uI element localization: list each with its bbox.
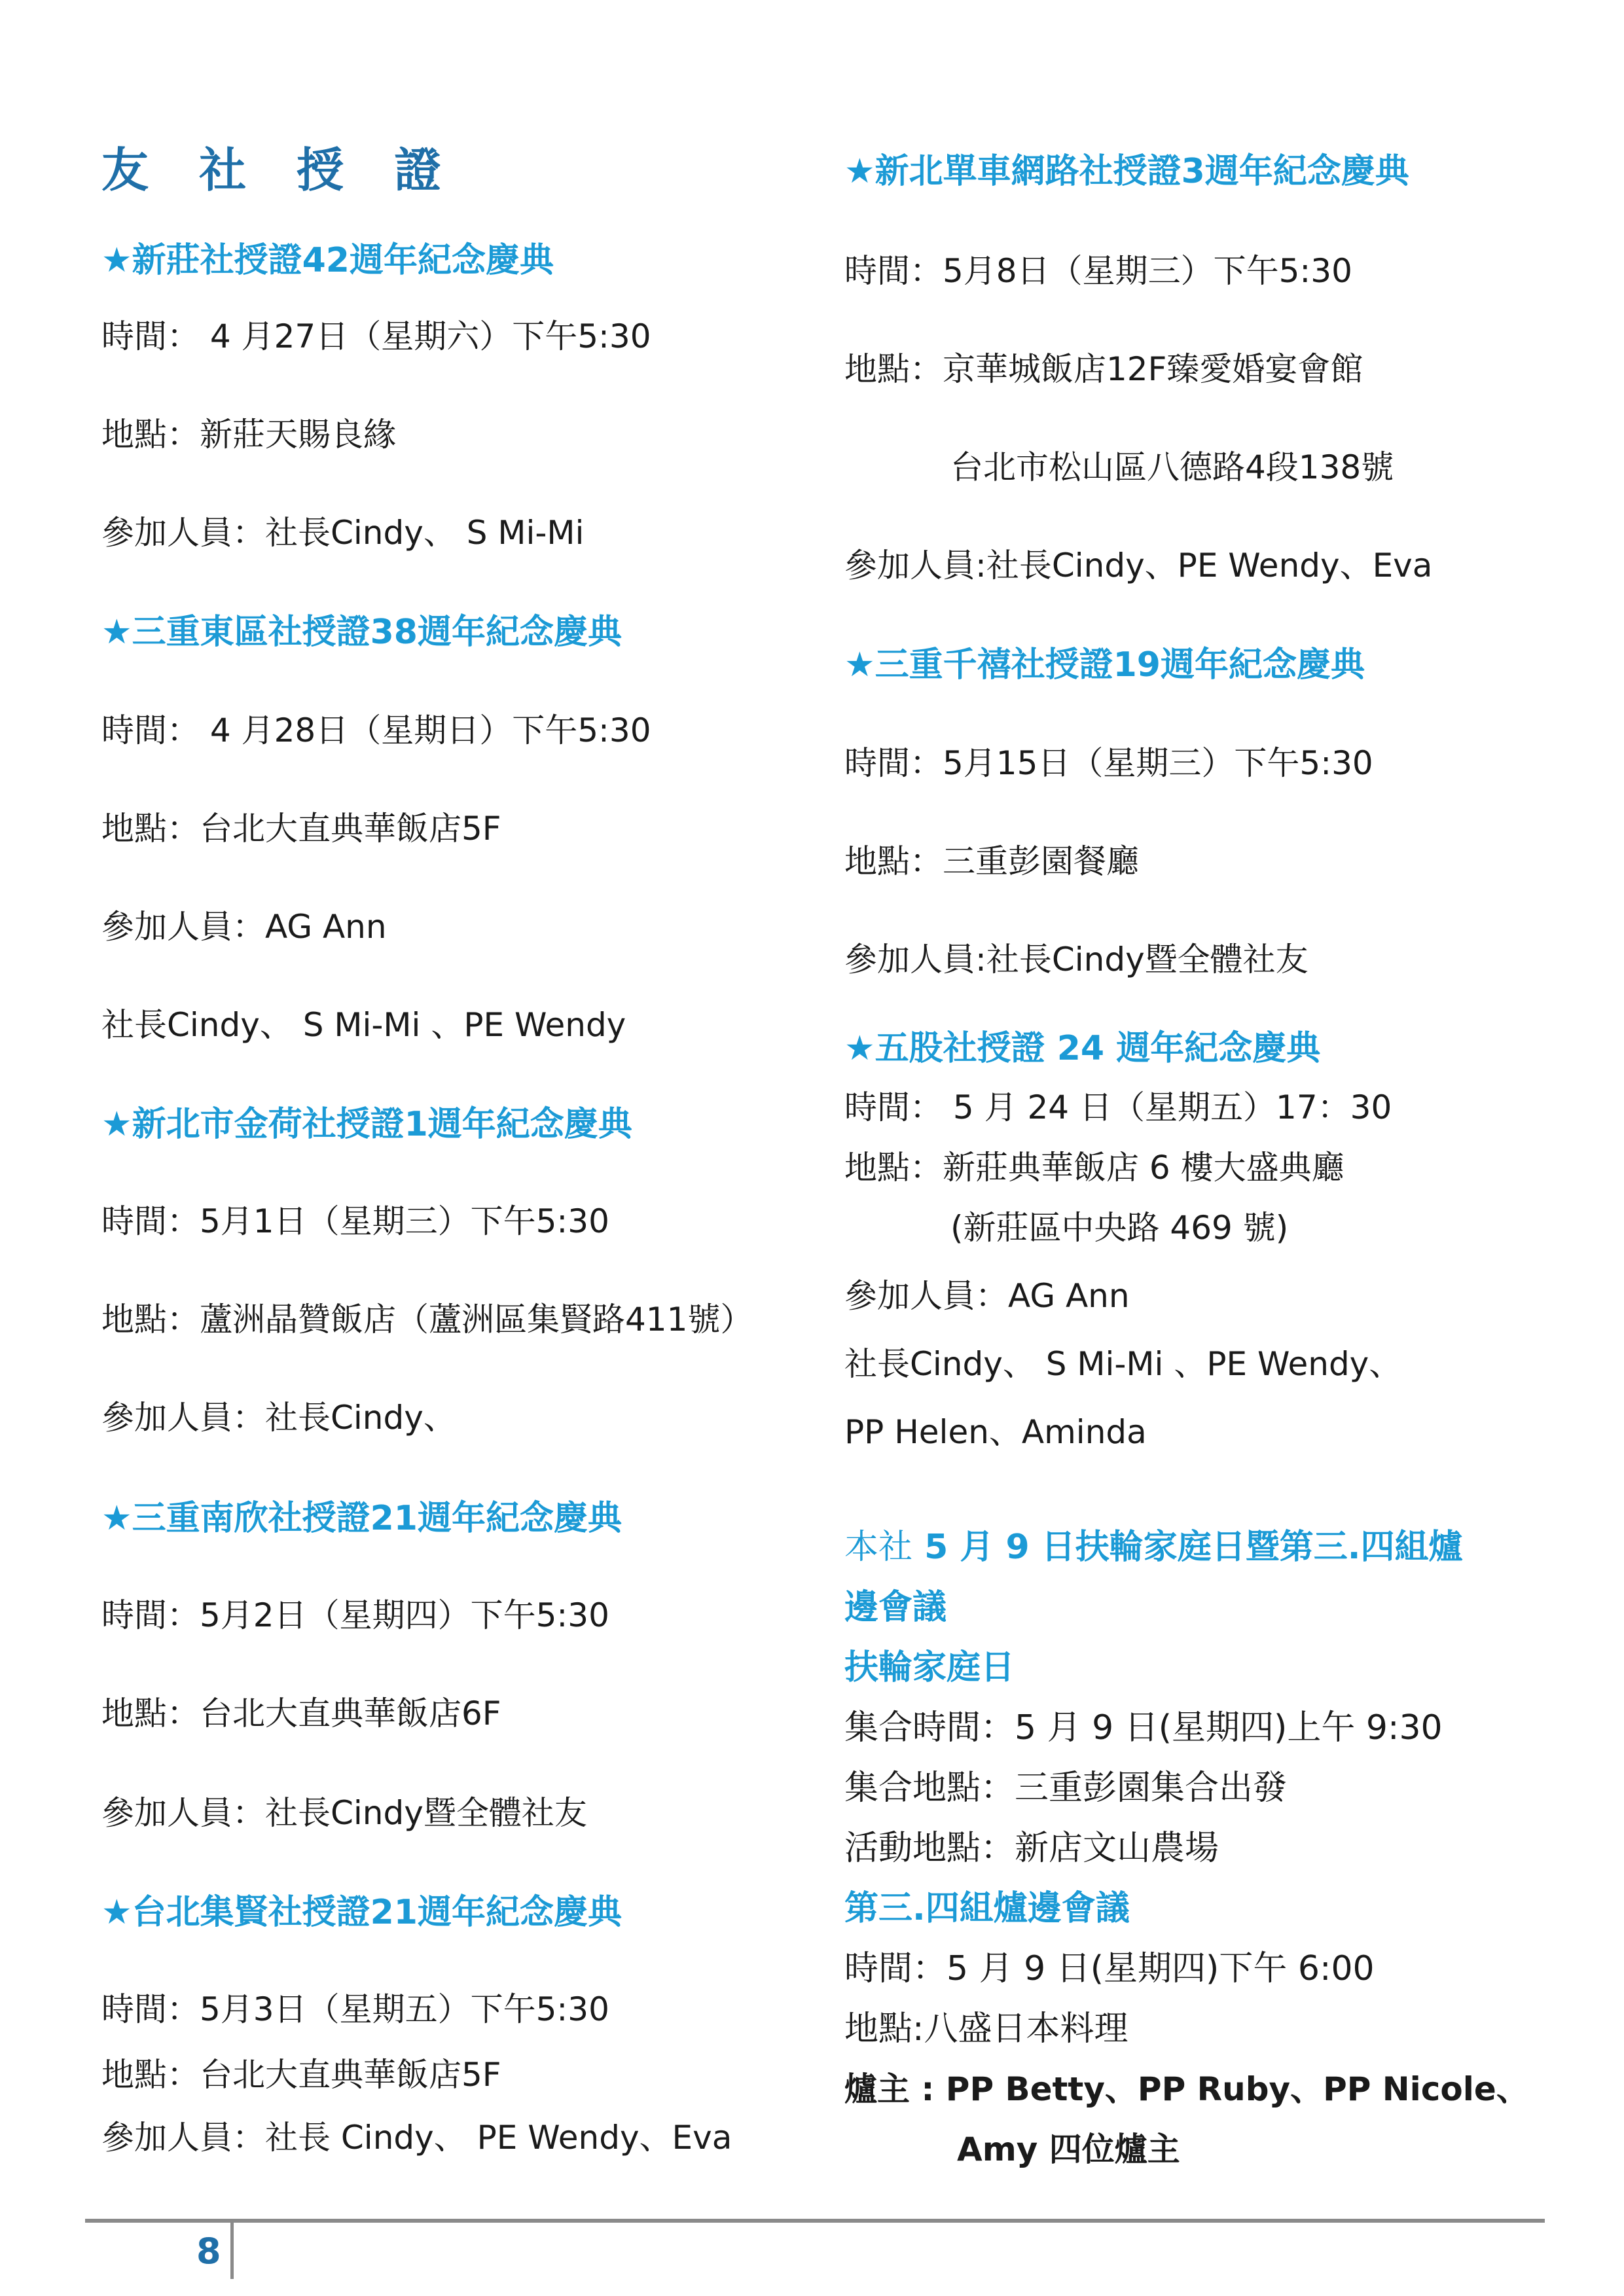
event-time: 時間： 5 月 24 日（星期五）17：30 bbox=[844, 1088, 1392, 1126]
event-time: 時間：5月1日（星期三）下午5:30 bbox=[101, 1202, 609, 1240]
footer-rule bbox=[85, 2219, 1545, 2223]
event-heading-wugu: ★五股社授證 24 週年紀念慶典 bbox=[844, 1029, 1321, 1068]
event-attendees-continued: 社長Cindy、 S Mi-Mi 、PE Wendy bbox=[101, 1006, 626, 1044]
club-heading-continued: 邊會議 bbox=[844, 1588, 947, 1627]
gather-time: 集合時間：5 月 9 日(星期四)上午 9:30 bbox=[844, 1708, 1443, 1748]
club-heading-text: 5 月 9 日扶輪家庭日暨第三.四組爐 bbox=[912, 1528, 1463, 1567]
event-place: 地點：京華城飯店12F臻愛婚宴會館 bbox=[844, 350, 1363, 388]
event-attendees: 參加人員:社長Cindy、PE Wendy、Eva bbox=[844, 547, 1433, 584]
event-place: 地點：台北大直典華飯店5F bbox=[101, 810, 501, 848]
event-attendees-continued: 社長Cindy、 S Mi-Mi 、PE Wendy、 bbox=[844, 1345, 1402, 1383]
activity-place: 活動地點：新店文山農場 bbox=[844, 1829, 1219, 1868]
gather-place: 集合地點：三重彭園集合出發 bbox=[844, 1768, 1288, 1808]
section-title: 友 社 授 證 bbox=[101, 143, 459, 198]
meeting-time: 時間：5 月 9 日(星期四)下午 6:00 bbox=[844, 1949, 1375, 1988]
event-place: 地點：台北大直典華飯店6F bbox=[101, 1695, 501, 1732]
page-number: 8 bbox=[196, 2231, 221, 2272]
event-attendees: 參加人員：社長Cindy暨全體社友 bbox=[101, 1794, 587, 1832]
event-place: 地點：新莊天賜良緣 bbox=[101, 416, 396, 454]
event-address: (新莊區中央路 469 號) bbox=[950, 1209, 1289, 1247]
event-heading-bicycle: ★新北單車網路社授證3週年紀念慶典 bbox=[844, 152, 1409, 191]
event-time: 時間： 4 月27日（星期六）下午5:30 bbox=[101, 317, 651, 355]
event-place: 地點：蘆洲晶贊飯店（蘆洲區集賢路411號） bbox=[101, 1300, 753, 1338]
club-family-day-heading bbox=[844, 1528, 1463, 1567]
hosts-list-continued: Amy 四位爐主 bbox=[957, 2130, 1180, 2168]
event-time: 時間： 4 月28日（星期日）下午5:30 bbox=[101, 711, 651, 749]
event-attendees: 參加人員：社長Cindy、 bbox=[101, 1399, 456, 1437]
event-heading-jinhe: ★新北市金荷社授證1週年紀念慶典 bbox=[101, 1105, 632, 1144]
event-address: 台北市松山區八德路4段138號 bbox=[950, 448, 1394, 486]
event-attendees-continued: PP Helen、Aminda bbox=[844, 1413, 1147, 1451]
event-heading-sanchong-east: ★三重東區社授證38週年紀念慶典 bbox=[101, 613, 622, 652]
event-place: 地點：台北大直典華飯店5F bbox=[101, 2056, 501, 2094]
event-time: 時間：5月8日（星期三）下午5:30 bbox=[844, 252, 1352, 290]
event-time: 時間：5月3日（星期五）下午5:30 bbox=[101, 1990, 609, 2028]
event-heading-jixian: ★台北集賢社授證21週年紀念慶典 bbox=[101, 1893, 622, 1932]
event-attendees: 參加人員:社長Cindy暨全體社友 bbox=[844, 941, 1308, 978]
club-heading-lead: 本社 bbox=[844, 1528, 913, 1567]
event-heading-nanxin: ★三重南欣社授證21週年紀念慶典 bbox=[101, 1499, 622, 1538]
event-time: 時間：5月2日（星期四）下午5:30 bbox=[101, 1596, 609, 1634]
family-day-title: 扶輪家庭日 bbox=[844, 1648, 1015, 1687]
meeting-place: 地點:八盛日本料理 bbox=[844, 2009, 1128, 2049]
event-heading-xinzhuang: ★新莊社授證42週年紀念慶典 bbox=[101, 241, 554, 280]
hosts-list: 爐主 : PP Betty、PP Ruby、PP Nicole、 bbox=[844, 2070, 1529, 2108]
event-place: 地點：新莊典華飯店 6 樓大盛典廳 bbox=[844, 1149, 1344, 1187]
event-place: 地點：三重彭園餐廳 bbox=[844, 842, 1139, 880]
event-attendees: 參加人員：AG Ann bbox=[101, 908, 387, 946]
event-attendees: 參加人員：社長Cindy、 S Mi-Mi bbox=[101, 514, 585, 552]
footer-page-separator bbox=[230, 2223, 234, 2279]
event-time: 時間：5月15日（星期三）下午5:30 bbox=[844, 744, 1373, 782]
event-attendees: 參加人員：AG Ann bbox=[844, 1277, 1130, 1315]
fireside-meeting-title: 第三.四組爐邊會議 bbox=[844, 1889, 1130, 1928]
event-heading-qianxi: ★三重千禧社授證19週年紀念慶典 bbox=[844, 645, 1365, 685]
event-attendees: 參加人員：社長 Cindy、 PE Wendy、Eva bbox=[101, 2119, 732, 2157]
